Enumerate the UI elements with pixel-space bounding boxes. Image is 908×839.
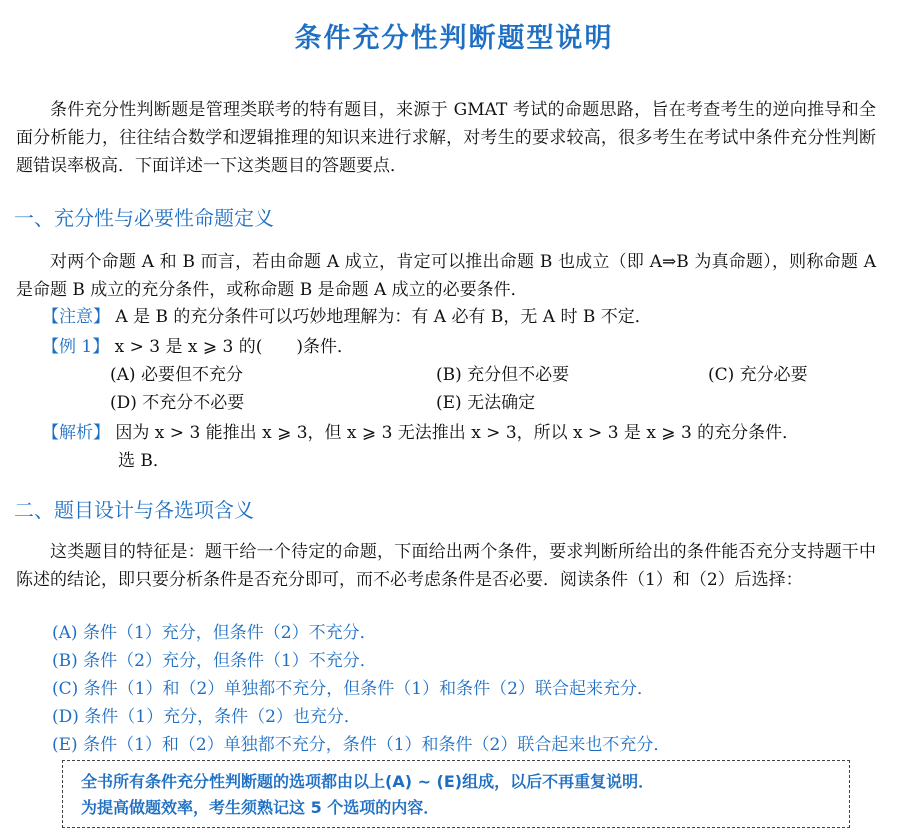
analysis-answer: 选 B．	[118, 451, 170, 471]
summary-box	[62, 760, 850, 828]
summary-line-1: 全书所有条件充分性判断题的选项都由以上(A) ~ (E)组成，以后不再重复说明．	[81, 772, 655, 791]
note-text: A 是 B 的充分条件可以巧妙地理解为：有 A 必有 B，无 A 时 B 不定．	[115, 307, 652, 327]
example-option: (E) 无法确定	[436, 393, 536, 413]
analysis-tag: 【解析】	[42, 423, 110, 443]
summary-line-2: 为提高做题效率，考生须熟记这 5 个选项的内容．	[81, 798, 440, 817]
example-option: (A) 必要但不充分	[110, 365, 243, 385]
example-option: (B) 充分但不必要	[436, 365, 570, 385]
section2-paragraph: 这类题目的特征是：题干给一个待定的命题，下面给出两个条件，要求判断所给出的条件能否充分支持题干中陈述的结论，即只要分析条件是否充分即可，而不必考虑条件是否必要．阅读条件（1）和（2）后选择：	[16, 542, 876, 590]
note-tag: 【注意】	[42, 307, 110, 327]
example-tag: 【例 1】	[42, 337, 110, 357]
example-option: (D) 不充分不必要	[110, 393, 245, 413]
example-option: (C) 充分必要	[708, 365, 808, 385]
choice-item: (C) 条件（1）和（2）单独都不充分，但条件（1）和条件（2）联合起来充分．	[52, 679, 654, 699]
choice-item: (E) 条件（1）和（2）单独都不充分，条件（1）和条件（2）联合起来也不充分．	[52, 735, 671, 755]
section1-heading: 一、充分性与必要性命题定义	[14, 206, 274, 230]
definition-paragraph: 对两个命题 A 和 B 而言，若由命题 A 成立，肯定可以推出命题 B 也成立（即 A⇒B 为真命题），则称命题 A 是命题 B 成立的充分条件，或称命题 B 是命题 A 成立的必要条件．	[16, 252, 876, 300]
choice-item: (A) 条件（1）充分，但条件（2）不充分．	[52, 623, 377, 643]
analysis-text: 因为 x > 3 能推出 x ⩾ 3，但 x ⩾ 3 无法推出 x > 3，所以 x > 3 是 x ⩾ 3 的充分条件．	[115, 423, 800, 443]
choice-item: (D) 条件（1）充分，条件（2）也充分．	[52, 707, 361, 727]
section2-heading: 二、题目设计与各选项含义	[14, 498, 254, 522]
example-text: x > 3 是 x ⩾ 3 的( )条件．	[114, 337, 355, 357]
analysis-line	[42, 420, 799, 446]
note-line	[42, 304, 652, 330]
page-title: 条件充分性判断题型说明	[294, 23, 614, 54]
example-line	[42, 334, 354, 360]
intro-paragraph: 条件充分性判断题是管理类联考的特有题目，来源于 GMAT 考试的命题思路，旨在考查考生的逆向推导和全面分析能力，往往结合数学和逻辑推理的知识来进行求解，对考生的要求较高，很多考生在考试中条件充分性判断题错误率极高．下面详述一下这类题目的答题要点．	[16, 100, 876, 176]
choice-item: (B) 条件（2）充分，但条件（1）不充分．	[52, 651, 377, 671]
